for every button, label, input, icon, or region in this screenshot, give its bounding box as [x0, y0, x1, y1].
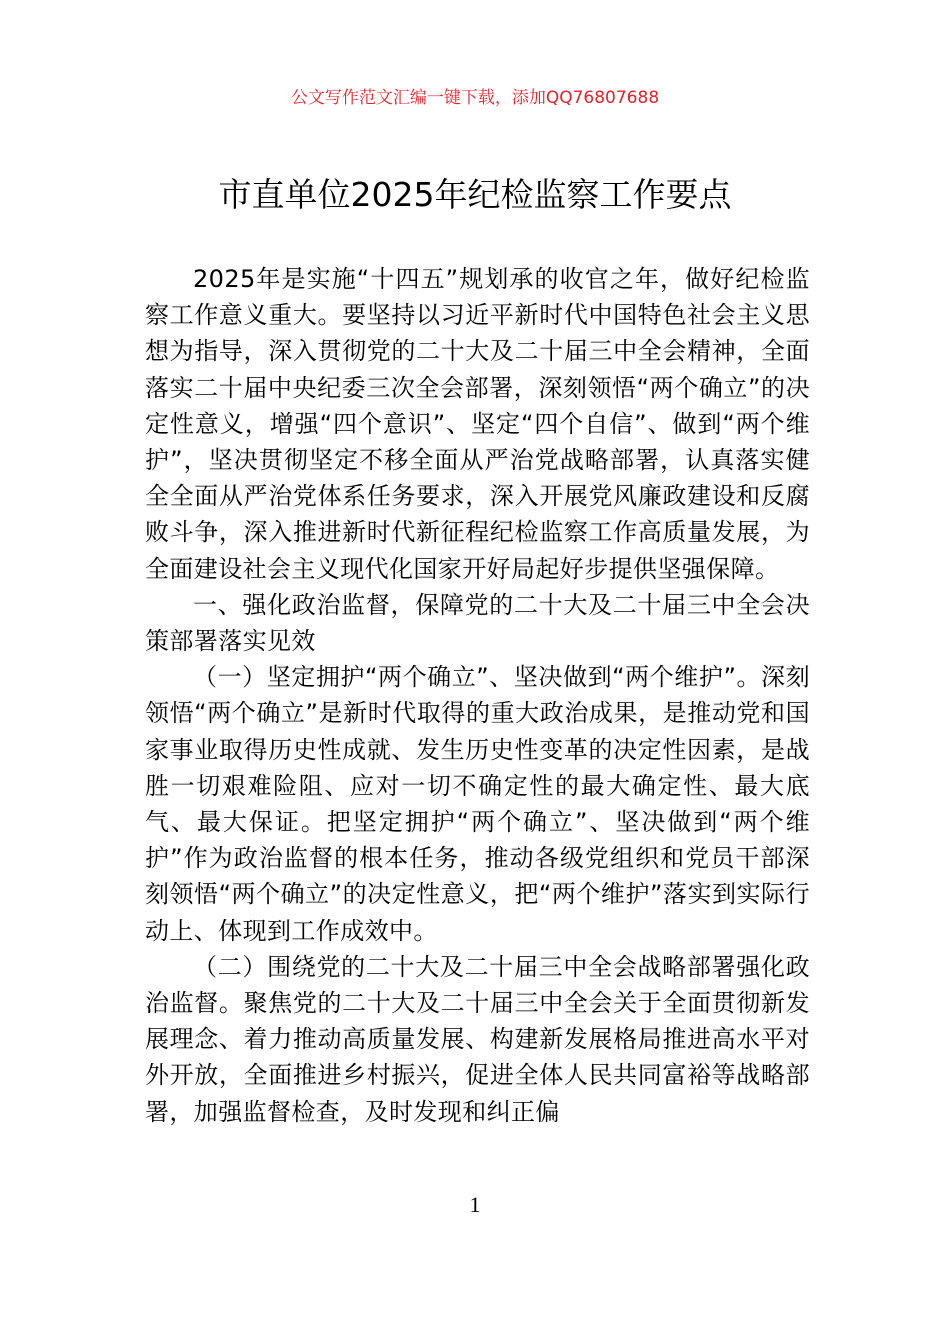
download-promo-note: 公文写作范文汇编一键下载，添加QQ76807688	[290, 88, 660, 108]
document-body	[145, 261, 810, 1130]
document-title: 市直单位2025年纪检监察工作要点	[218, 175, 732, 214]
subsection-paragraph-2: （二）围绕党的二十大及二十届三中全会战略部署强化政治监督。聚焦党的二十大及二十届三中全会关于全面贯彻新发展理念、着力推动高质量发展、构建新发展格局推进高水平对外开放，全面推进乡村振兴，促进全体人民共同富裕等战略部署，加强监督检查，及时发现和纠正偏	[145, 952, 810, 1126]
section-heading-1: 一、强化政治监督，保障党的二十大及二十届三中全会决策部署落实见效	[145, 590, 810, 656]
intro-paragraph: 2025年是实施“十四五”规划承的收官之年，做好纪检监察工作意义重大。要坚持以习近平新时代中国特色社会主义思想为指导，深入贯彻党的二十大及二十届三中全会精神，全面落实二十届中央纪委三次全会部署，深刻领悟“两个确立”的决定性意义，增强“四个意识”、坚定“四个自信”、做到“两个维护”，坚决贯彻坚定不移全面从严治党战略部署，认真落实健全全面从严治党体系任务要求，深入开展党风廉政建设和反腐败斗争，深入推进新时代新征程纪检监察工作高质量发展，为全面建设社会主义现代化国家开好局起好步提供坚强保障。	[145, 265, 810, 583]
page-number: 1	[469, 1192, 481, 1217]
subsection-paragraph-1: （一）坚定拥护“两个确立”、坚决做到“两个维护”。深刻领悟“两个确立”是新时代取得的重大政治成果，是推动党和国家事业取得历史性成就、发生历史性变革的决定性因素，是战胜一切艰难险阻、应对一切不确定性的最大确定性、最大底气、最大保证。把坚定拥护“两个确立”、坚决做到“两个维护”作为政治监督的根本任务，推动各级党组织和党员干部深刻领悟“两个确立”的决定性意义，把“两个维护”落实到实际行动上、体现到工作成效中。	[145, 663, 810, 945]
